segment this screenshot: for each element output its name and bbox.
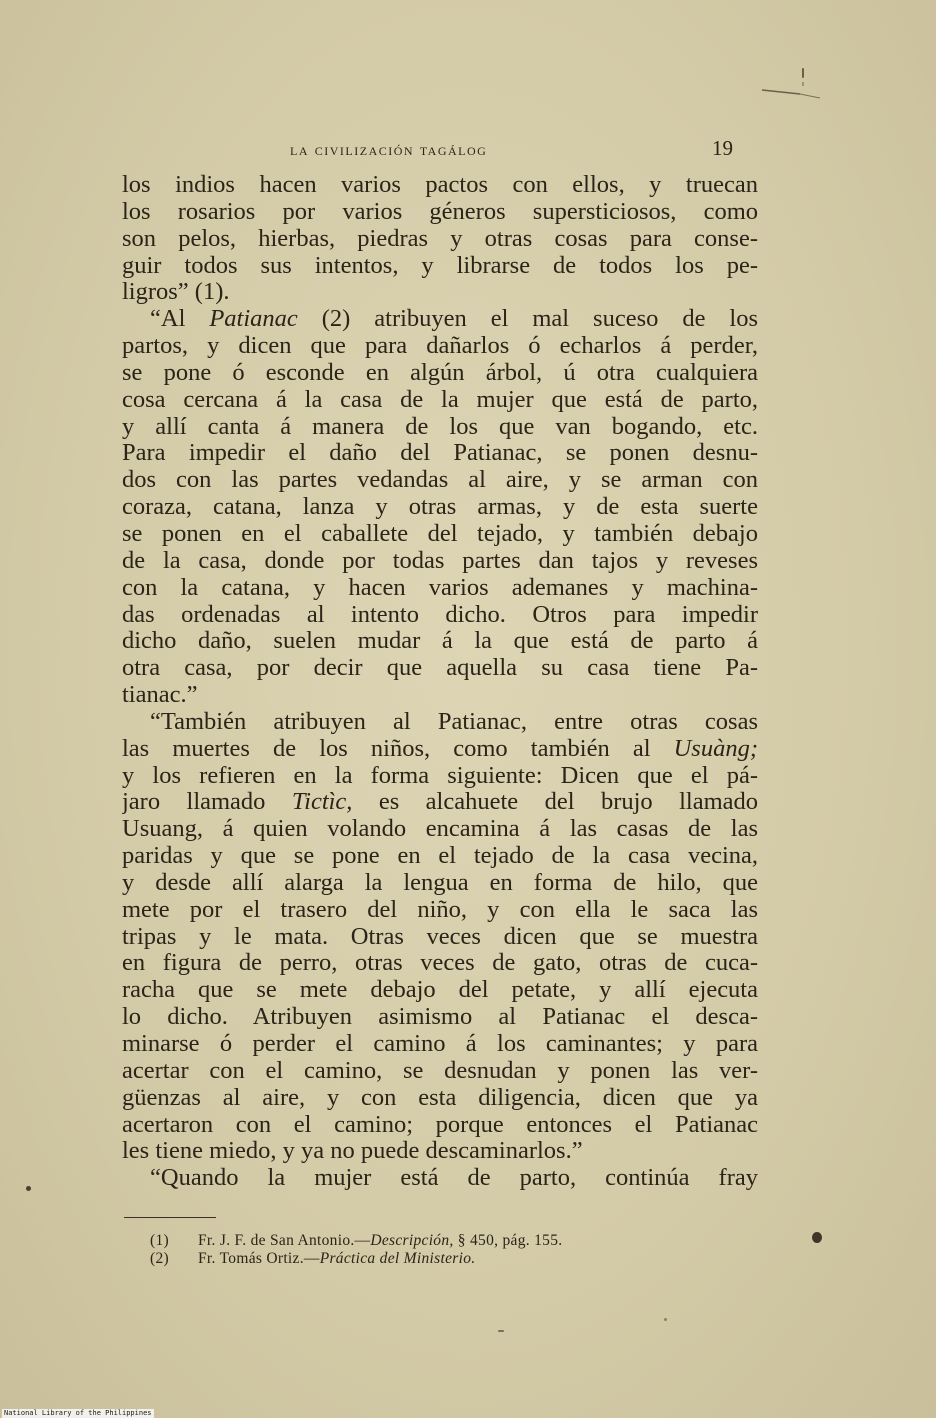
text-line: y desde allí alarga la lengua en forma de hilo, que: [122, 869, 758, 896]
text-line: guir todos sus intentos, y librarse de todos los pe-: [122, 252, 758, 279]
text-line: “También atribuyen al Patianac, entre otras cosas: [150, 708, 758, 735]
text-line: tripas y le mata. Otras veces dicen que se muestra: [122, 923, 758, 950]
text-line: coraza, catana, lanza y otras armas, y de esta suerte: [122, 494, 758, 521]
text-line: se pone ó esconde en algún árbol, ú otra cualquiera: [122, 359, 758, 386]
text-line: con la catana, y hacen varios ademanes y machina-: [122, 574, 758, 601]
text-line: acertaron con el camino; porque entonces el Patianac: [122, 1111, 758, 1138]
page-number: 19: [712, 136, 733, 160]
ink-speck: [812, 1232, 822, 1243]
ink-speck: [664, 1318, 667, 1321]
text-line: güenzas al aire, y con esta diligencia, dicen que ya: [122, 1084, 758, 1111]
text-line: mete por el trasero del niño, y con ella le saca las: [122, 896, 758, 923]
text-line: paridas y que se pone en el tejado de la casa vecina,: [122, 843, 758, 870]
text-line: y los refieren en la forma siguiente: Dicen que el pá-: [122, 762, 758, 789]
text-line: racha que se mete debajo del petate, y allí ejecuta: [122, 977, 758, 1004]
italic-term: Patianac: [209, 306, 298, 333]
text-line: les tiene miedo, y ya no puede descaminarlos.”: [122, 1138, 583, 1165]
text-line: acertar con el camino, se desnudan y ponen las ver-: [122, 1057, 758, 1084]
pencil-mark: [760, 80, 840, 104]
footnote-number: (2): [150, 1250, 169, 1267]
library-stamp: National Library of the Philippines: [4, 1409, 152, 1417]
text-line: Usuang, á quien volando encamina á las casas de las: [122, 816, 758, 843]
text-line: y allí canta á manera de los que van bogando, etc.: [122, 413, 758, 440]
text-line: de la casa, donde por todas partes dan tajos y reveses: [122, 547, 758, 574]
running-head: [0, 136, 936, 166]
text-line: se ponen en el caballete del tejado, y también debajo: [122, 520, 758, 547]
text-line: “Quando la mujer está de parto, continúa fray: [150, 1165, 758, 1192]
text-line: Para impedir el daño del Patianac, se ponen desnu-: [122, 440, 758, 467]
italic-term: Tictìc,: [291, 789, 353, 816]
footnote: (2) Fr. Tomás Ortiz.—Práctica del Ministerio.: [150, 1250, 476, 1267]
ink-speck: [26, 1186, 31, 1191]
text-line: dos con las partes vedandas al aire, y se arman con: [122, 467, 758, 494]
text-line: dicho daño, suelen mudar á la que está de parto á: [122, 628, 758, 655]
italic-term: Usuàng;: [673, 735, 758, 762]
ink-speck: [498, 1330, 504, 1332]
text-line: ligros” (1).: [122, 279, 230, 306]
text-line: las muertes de los niños, como también al Usuàng;: [122, 735, 758, 762]
footnote-rule: [124, 1217, 216, 1218]
text-line: otra casa, por decir que aquella su casa tiene Pa-: [122, 655, 758, 682]
text-line: los indios hacen varios pactos con ellos, y truecan: [122, 172, 758, 198]
text-line: “Al Patianac (2) atribuyen el mal suceso de los: [150, 306, 758, 333]
text-line: los rosarios por varios géneros supersticiosos, como: [122, 198, 758, 225]
text-line: jaro llamado Tictìc, es alcahuete del brujo llamado: [122, 789, 758, 816]
body-text: [122, 172, 758, 1192]
footnotes: [150, 1232, 562, 1268]
text-line: en figura de perro, otras veces de gato, otras de cuca-: [122, 950, 758, 977]
text-line: partos, y dicen que para dañarlos ó echarlos á perder,: [122, 333, 758, 360]
text-line: son pelos, hierbas, piedras y otras cosas para conse-: [122, 225, 758, 252]
text-line: das ordenadas al intento dicho. Otros para impedir: [122, 601, 758, 628]
running-head-title: la civilización tagálog: [290, 140, 488, 159]
text-line: minarse ó perder el camino á los caminantes; y para: [122, 1031, 758, 1057]
text-line: lo dicho. Atribuyen asimismo al Patianac el desca-: [122, 1004, 758, 1031]
text-line: tianac.”: [122, 682, 198, 709]
footnote-number: (1): [150, 1232, 169, 1249]
ink-speck: [802, 68, 804, 78]
text-line: cosa cercana á la casa de la mujer que está de parto,: [122, 386, 758, 413]
footnote: (1) Fr. J. F. de San Antonio.—Descripción, § 450, pág. 155.: [150, 1232, 563, 1249]
